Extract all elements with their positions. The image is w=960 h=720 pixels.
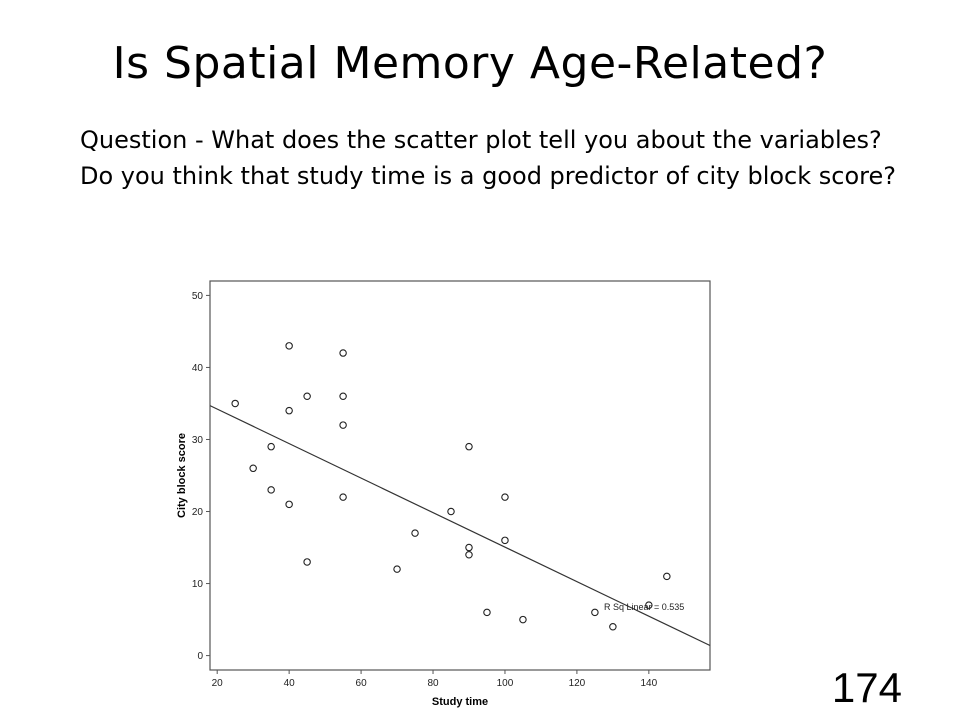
question-text: Question - What does the scatter plot tell you about the variables? Do you think that study time is a good predictor of city block score? (80, 126, 896, 190)
y-tick-label: 10 (191, 579, 203, 591)
x-tick-label: 80 (427, 678, 439, 689)
x-tick-label: 60 (355, 678, 367, 689)
y-tick-label: 50 (191, 290, 203, 302)
r-squared-annotation: R Sq Linear = 0.535 (604, 602, 685, 612)
x-tick-label: 140 (640, 678, 658, 689)
slide-title: Is Spatial Memory Age-Related? (112, 38, 828, 89)
x-tick-label: 120 (568, 678, 586, 689)
x-tick-label: 100 (496, 678, 514, 689)
page-number: 174 (831, 664, 902, 711)
x-axis-label: Study time (431, 696, 489, 708)
y-tick-label: 0 (197, 651, 203, 663)
x-tick-label: 20 (211, 678, 223, 689)
x-tick-label: 40 (283, 678, 295, 689)
scatter-chart (170, 278, 730, 714)
y-tick-label: 40 (191, 362, 203, 374)
y-tick-label: 30 (191, 434, 203, 446)
y-axis-label: City block score (176, 433, 188, 518)
chart-svg (170, 278, 730, 714)
y-tick-label: 20 (191, 507, 203, 519)
